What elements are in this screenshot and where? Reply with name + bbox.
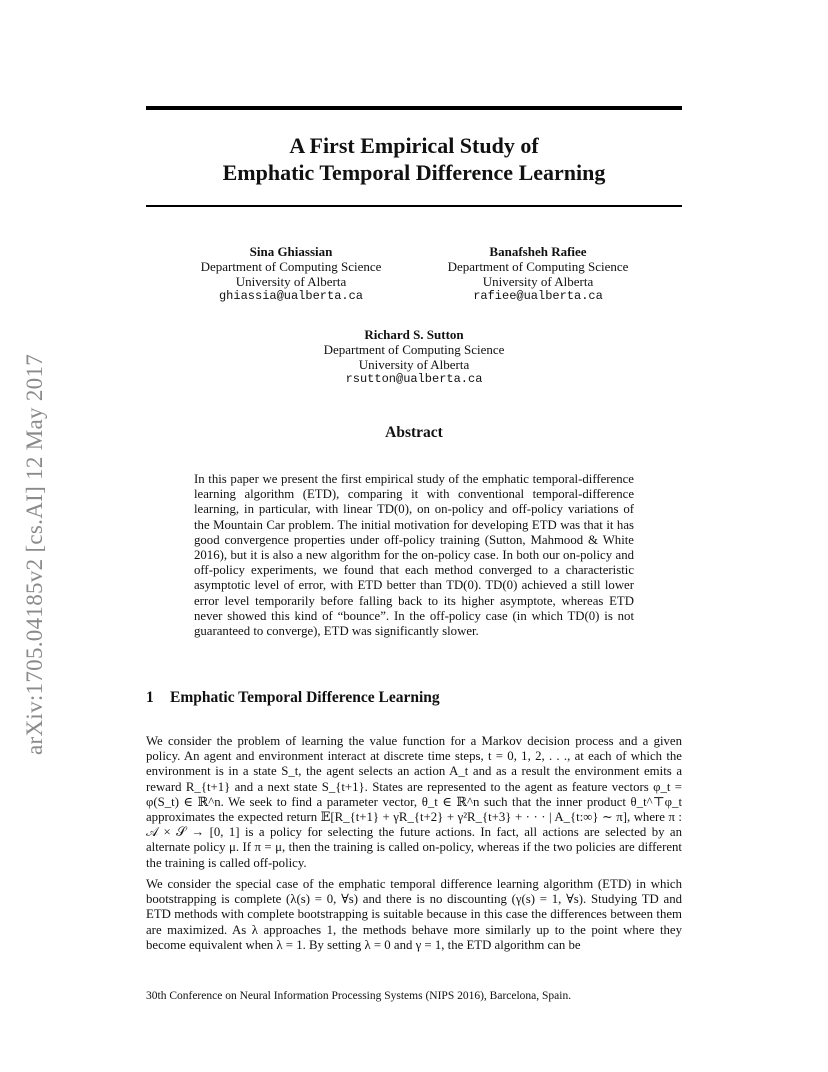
author-email: rsutton@ualberta.ca bbox=[345, 372, 483, 386]
abstract-body bbox=[194, 472, 634, 639]
section-heading bbox=[146, 689, 440, 707]
author-email: rafiee@ualberta.ca bbox=[473, 289, 603, 303]
author-block bbox=[408, 244, 668, 304]
author-university: University of Alberta bbox=[482, 274, 594, 289]
body-paragraph bbox=[146, 877, 682, 953]
author-name: Richard S. Sutton bbox=[364, 327, 464, 342]
title-bottom-rule bbox=[146, 205, 682, 207]
abstract-heading: Abstract bbox=[385, 424, 443, 441]
author-block bbox=[284, 327, 544, 387]
paragraph-text: We consider the special case of the emphatic temporal difference learning algorithm (ETD) in which bootstrapping is complete (λ(s) = 0, ∀s) and there is no discounting (γ(s) = 1, ∀s). Studying TD and ETD methods with complete bootstrapping is suitable because in this case the differences between them are maximized. As λ approaches 1, the methods behave more similarly up to the point where they become equivalent when λ = 1. By setting λ = 0 and γ = 1, the ETD algorithm can be bbox=[146, 877, 682, 952]
body-paragraph bbox=[146, 734, 682, 871]
author-university: University of Alberta bbox=[235, 274, 347, 289]
section-number: 1 bbox=[146, 689, 154, 706]
author-university: University of Alberta bbox=[358, 357, 470, 372]
abstract-text: In this paper we present the first empirical study of the emphatic temporal-difference learning algorithm (ETD), comparing it with conventional temporal-difference learning, in particular, with linear TD(0), on on-policy and off-policy variations of the Mountain Car problem. The initial motivation for developing ETD was that it has good convergence properties under off-policy training (Sutton, Mahmood & White 2016), but it is also a new algorithm for the on-policy case. In both our on-policy and off-policy experiments, we found that each method converged to a characteristic asymptotic level of error, with ETD better than TD(0). TD(0) achieved a still lower error level temporarily before falling back to its higher asymptote, whereas ETD never showed this kind of “bounce”. In the off-policy case (in which TD(0) is not guaranteed to converge), ETD was significantly slower. bbox=[194, 472, 634, 639]
author-name: Banafsheh Rafiee bbox=[489, 244, 587, 259]
paragraph-text: We consider the problem of learning the value function for a Markov decision process and a given policy. An agent and environment interact at discrete time steps, t = 0, 1, 2, . . ., at each of which the environment is in a state S_t, the agent selects an action A_t and as a result the environment emits a reward R_{t+1} and a next state S_{t+1}. States are represented to the agent as feature vectors φ_t = φ(S_t) ∈ ℝ^n. We seek to find a parameter vector, θ_t ∈ ℝ^n such that the inner product θ_t^⊤φ_t approximates the expected return 𝔼[R_{t+1} + γR_{t+2} + γ²R_{t+3} + · · · | A_{t:∞} ∼ π], where π : 𝒜 × 𝒮 → [0, 1] is a policy for selecting the future actions. In fact, all actions are selected by an alternate policy μ. If π = μ, then the training is called on-policy, whereas if the two policies are different the training is called off-policy. bbox=[146, 734, 682, 870]
title-line-1: A First Empirical Study of bbox=[289, 133, 539, 158]
arxiv-stamp: arXiv:1705.04185v2 [cs.AI] 12 May 2017 bbox=[22, 353, 47, 755]
author-department: Department of Computing Science bbox=[447, 259, 629, 274]
author-email: ghiassia@ualberta.ca bbox=[218, 289, 364, 303]
title-top-rule bbox=[146, 106, 682, 110]
author-department: Department of Computing Science bbox=[200, 259, 382, 274]
author-name: Sina Ghiassian bbox=[249, 244, 333, 259]
section-title: Emphatic Temporal Difference Learning bbox=[170, 689, 440, 706]
title-line-2: Emphatic Temporal Difference Learning bbox=[222, 160, 606, 185]
paper-title bbox=[146, 132, 682, 186]
author-block bbox=[161, 244, 421, 304]
author-department: Department of Computing Science bbox=[323, 342, 505, 357]
conference-footer: 30th Conference on Neural Information Processing Systems (NIPS 2016), Barcelona, Spain. bbox=[146, 990, 572, 1002]
